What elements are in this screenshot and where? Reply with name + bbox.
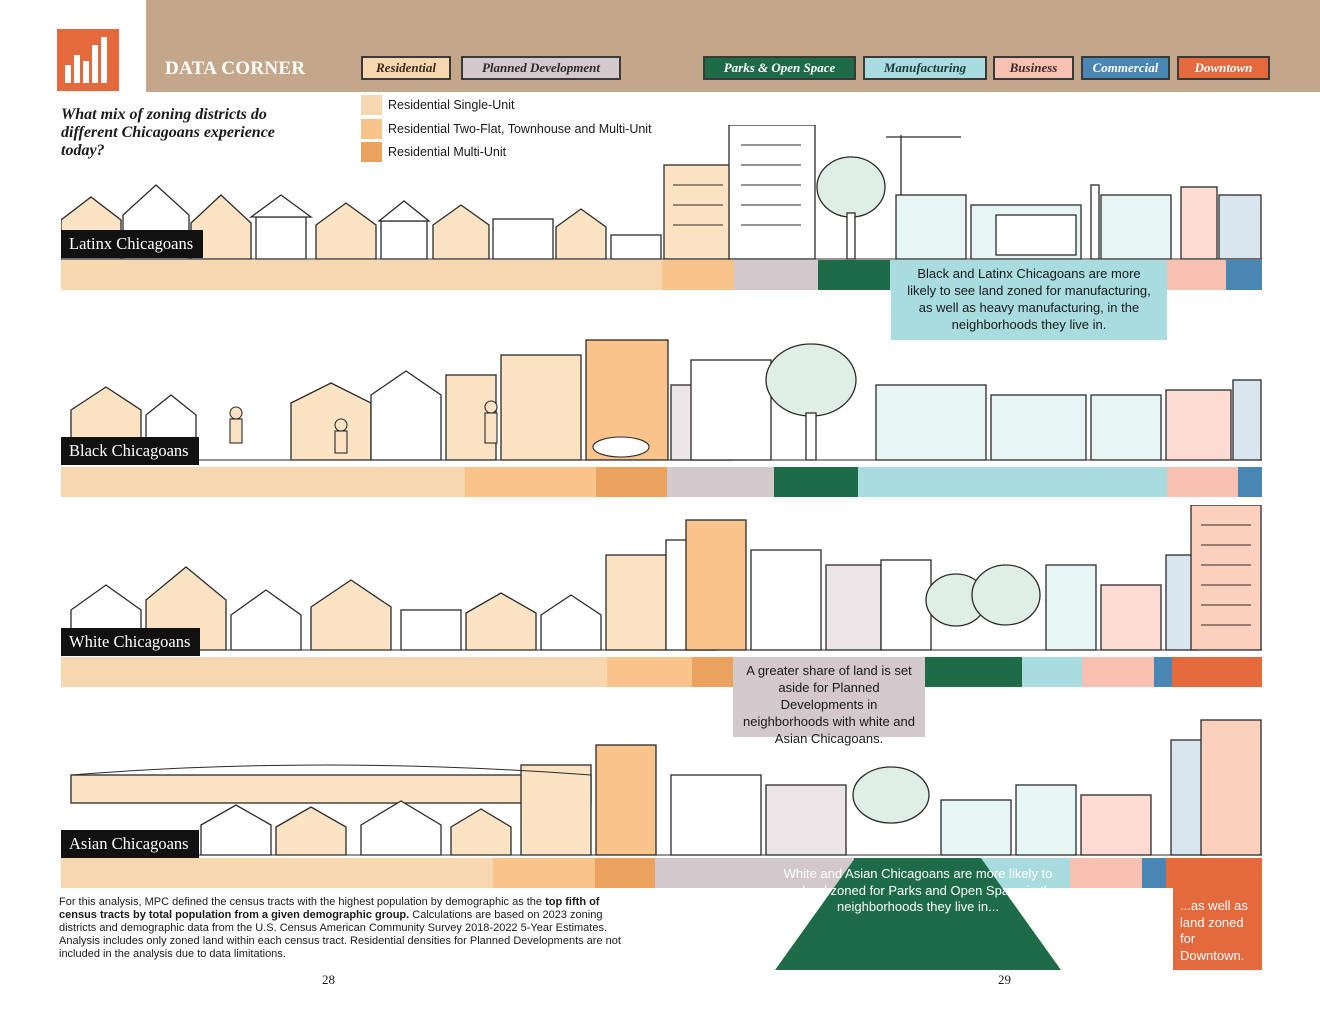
legend-planned-development: Planned Development	[461, 56, 621, 80]
legend-manufacturing: Manufacturing	[863, 56, 987, 80]
page-question: What mix of zoning districts do different Chicagoans experience today?	[61, 106, 275, 159]
legend-downtown: Downtown	[1177, 56, 1270, 80]
zoning-segment-planned-development	[667, 467, 774, 497]
legend-business: Business	[993, 56, 1074, 80]
zoning-segment-residential-single-unit	[61, 657, 607, 687]
zoning-segment-business	[1166, 260, 1226, 290]
row-label-white: White Chicagoans	[61, 628, 200, 656]
legend-commercial: Commercial	[1081, 56, 1170, 80]
legend-multi-unit: Residential Multi-Unit	[361, 142, 506, 162]
latinx-neighborhood-illustration	[61, 125, 1262, 260]
zoning-segment-residential-two-flat-townhouse-and-multi-unit	[493, 858, 595, 888]
zoning-segment-residential-two-flat-townhouse-and-multi-unit	[465, 467, 596, 497]
page-number-left: 28	[322, 972, 335, 987]
zoning-segment-residential-single-unit	[61, 858, 493, 888]
black-neighborhood-illustration	[61, 335, 1262, 467]
zoning-segment-business	[1167, 467, 1238, 497]
bar-chart-logo-icon	[57, 29, 119, 91]
zoning-segment-parks-open-space	[774, 467, 857, 497]
swatch-single-unit	[361, 95, 382, 115]
zoning-segment-residential-single-unit	[61, 467, 465, 497]
zoning-segment-residential-two-flat-townhouse-and-multi-unit	[607, 657, 691, 687]
section-title: DATA CORNER	[165, 58, 306, 79]
zoning-segment-manufacturing	[1022, 657, 1082, 687]
zoning-segment-commercial	[1238, 467, 1262, 497]
zoning-bar-asian	[61, 858, 1262, 888]
white-neighborhood-illustration	[61, 505, 1262, 657]
zoning-segment-business	[1070, 858, 1142, 888]
row-label-latinx: Latinx Chicagoans	[61, 230, 203, 258]
callout-planned-development: A greater share of land is set aside for Planned Developments in neighborhoods with white and Asian Chicagoans.	[733, 657, 925, 737]
zoning-segment-commercial	[1154, 657, 1172, 687]
zoning-bar-white	[61, 657, 1262, 687]
zoning-segment-residential-multi-unit	[596, 467, 667, 497]
legend-two-flat: Residential Two-Flat, Townhouse and Multi-Unit	[361, 119, 652, 139]
callout-parks: White and Asian Chicagoans are more likely to see land zoned for Parks and Open Space in the neighborhoods they live in...	[777, 866, 1059, 914]
methodology-footnote: For this analysis, MPC defined the census tracts with the highest population by demographic as the top fifth of census tracts by total population from a given demographic group. Calculations are based on 2023 zoning districts and demographic data from the U.S. Census American Community Survey 2018-2022 5-Year Estimates. Analysis includes only zoned land within each census tract. Residential densities for Planned Developments are not included in the analysis due to data limitations.	[59, 896, 621, 960]
zoning-segment-business	[1082, 657, 1154, 687]
callout-downtown: ...as well as land zoned for Downtown.	[1180, 898, 1248, 963]
zoning-segment-manufacturing	[858, 467, 1167, 497]
page-number-right: 29	[998, 972, 1011, 987]
zoning-segment-residential-single-unit	[61, 260, 662, 290]
row-label-asian: Asian Chicagoans	[61, 830, 199, 858]
legend-single-unit: Residential Single-Unit	[361, 95, 514, 115]
zoning-bar-black	[61, 467, 1262, 497]
zoning-segment-parks-open-space	[818, 260, 890, 290]
legend-parks: Parks & Open Space	[703, 56, 856, 80]
zoning-segment-commercial	[1226, 260, 1262, 290]
zoning-segment-residential-multi-unit	[595, 858, 655, 888]
zoning-segment-commercial	[1142, 858, 1166, 888]
callout-manufacturing: Black and Latinx Chicagoans are more likely to see land zoned for manufacturing, as well as heavy manufacturing, in the neighborhoods they live in.	[891, 260, 1167, 340]
row-label-black: Black Chicagoans	[61, 437, 199, 465]
zoning-segment-planned-development	[734, 260, 818, 290]
zoning-segment-residential-two-flat-townhouse-and-multi-unit	[662, 260, 734, 290]
zoning-segment-downtown	[1172, 657, 1262, 687]
legend-residential: Residential	[361, 56, 451, 80]
asian-neighborhood-illustration	[61, 715, 1262, 858]
